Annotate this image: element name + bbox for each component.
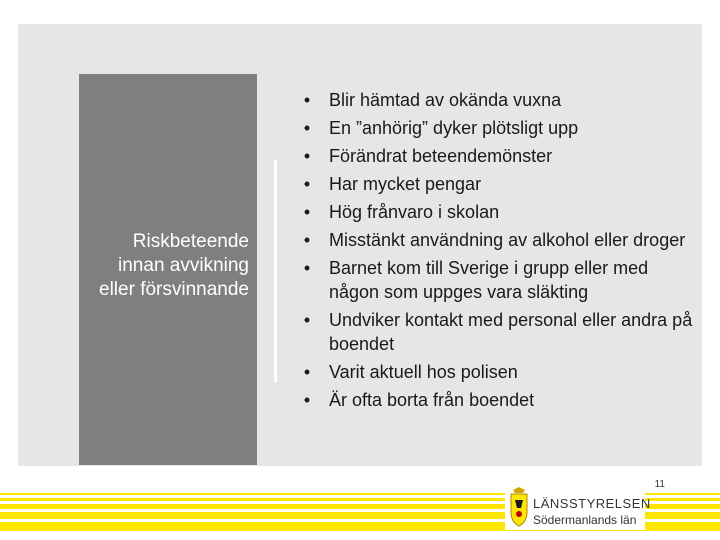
bullet-marker: •: [303, 202, 311, 222]
list-item: [299, 256, 699, 304]
bullet-marker: •: [303, 146, 311, 166]
bullet-marker: •: [303, 362, 311, 382]
list-item: [299, 116, 699, 140]
list-item-text: Barnet kom till Sverige i grupp eller med någon som uppges vara släkting: [329, 258, 649, 302]
logo-text-secondary: Södermanlands län: [533, 513, 637, 527]
list-item: [299, 308, 699, 356]
list-item-text: Hög frånvaro i skolan: [329, 202, 500, 222]
bullet-marker: •: [303, 310, 311, 330]
bullet-marker: •: [303, 90, 311, 110]
list-item: [299, 360, 699, 384]
list-item-text: Blir hämtad av okända vuxna: [329, 90, 562, 110]
list-item-text: Är ofta borta från boendet: [329, 390, 535, 410]
bullet-marker: •: [303, 258, 311, 278]
bullet-marker: •: [303, 390, 311, 410]
list-item-text: Varit aktuell hos polisen: [329, 362, 518, 382]
bullet-marker: •: [303, 230, 311, 250]
list-item: [299, 388, 699, 412]
list-item: [299, 144, 699, 168]
list-item-text: Undviker kontakt med personal eller andra på boendet: [329, 310, 693, 354]
bullet-marker: •: [303, 174, 311, 194]
list-item-text: Förändrat beteendemönster: [329, 146, 553, 166]
divider-line: [274, 160, 277, 382]
bullet-marker: •: [303, 118, 311, 138]
bullet-list: [299, 88, 699, 416]
logo-text-primary: LÄNSSTYRELSEN: [533, 496, 651, 511]
page-number: 11: [654, 479, 665, 490]
list-item: [299, 172, 699, 196]
list-item-text: En ”anhörig” dyker plötsligt upp: [329, 118, 579, 138]
list-item-text: Har mycket pengar: [329, 174, 482, 194]
slide-title: Riskbeteende innan avvikning eller försvinnande: [99, 231, 249, 300]
list-item: [299, 200, 699, 224]
list-item: [299, 228, 699, 252]
list-item-text: Misstänkt användning av alkohol eller droger: [329, 230, 686, 250]
list-item: [299, 88, 699, 112]
